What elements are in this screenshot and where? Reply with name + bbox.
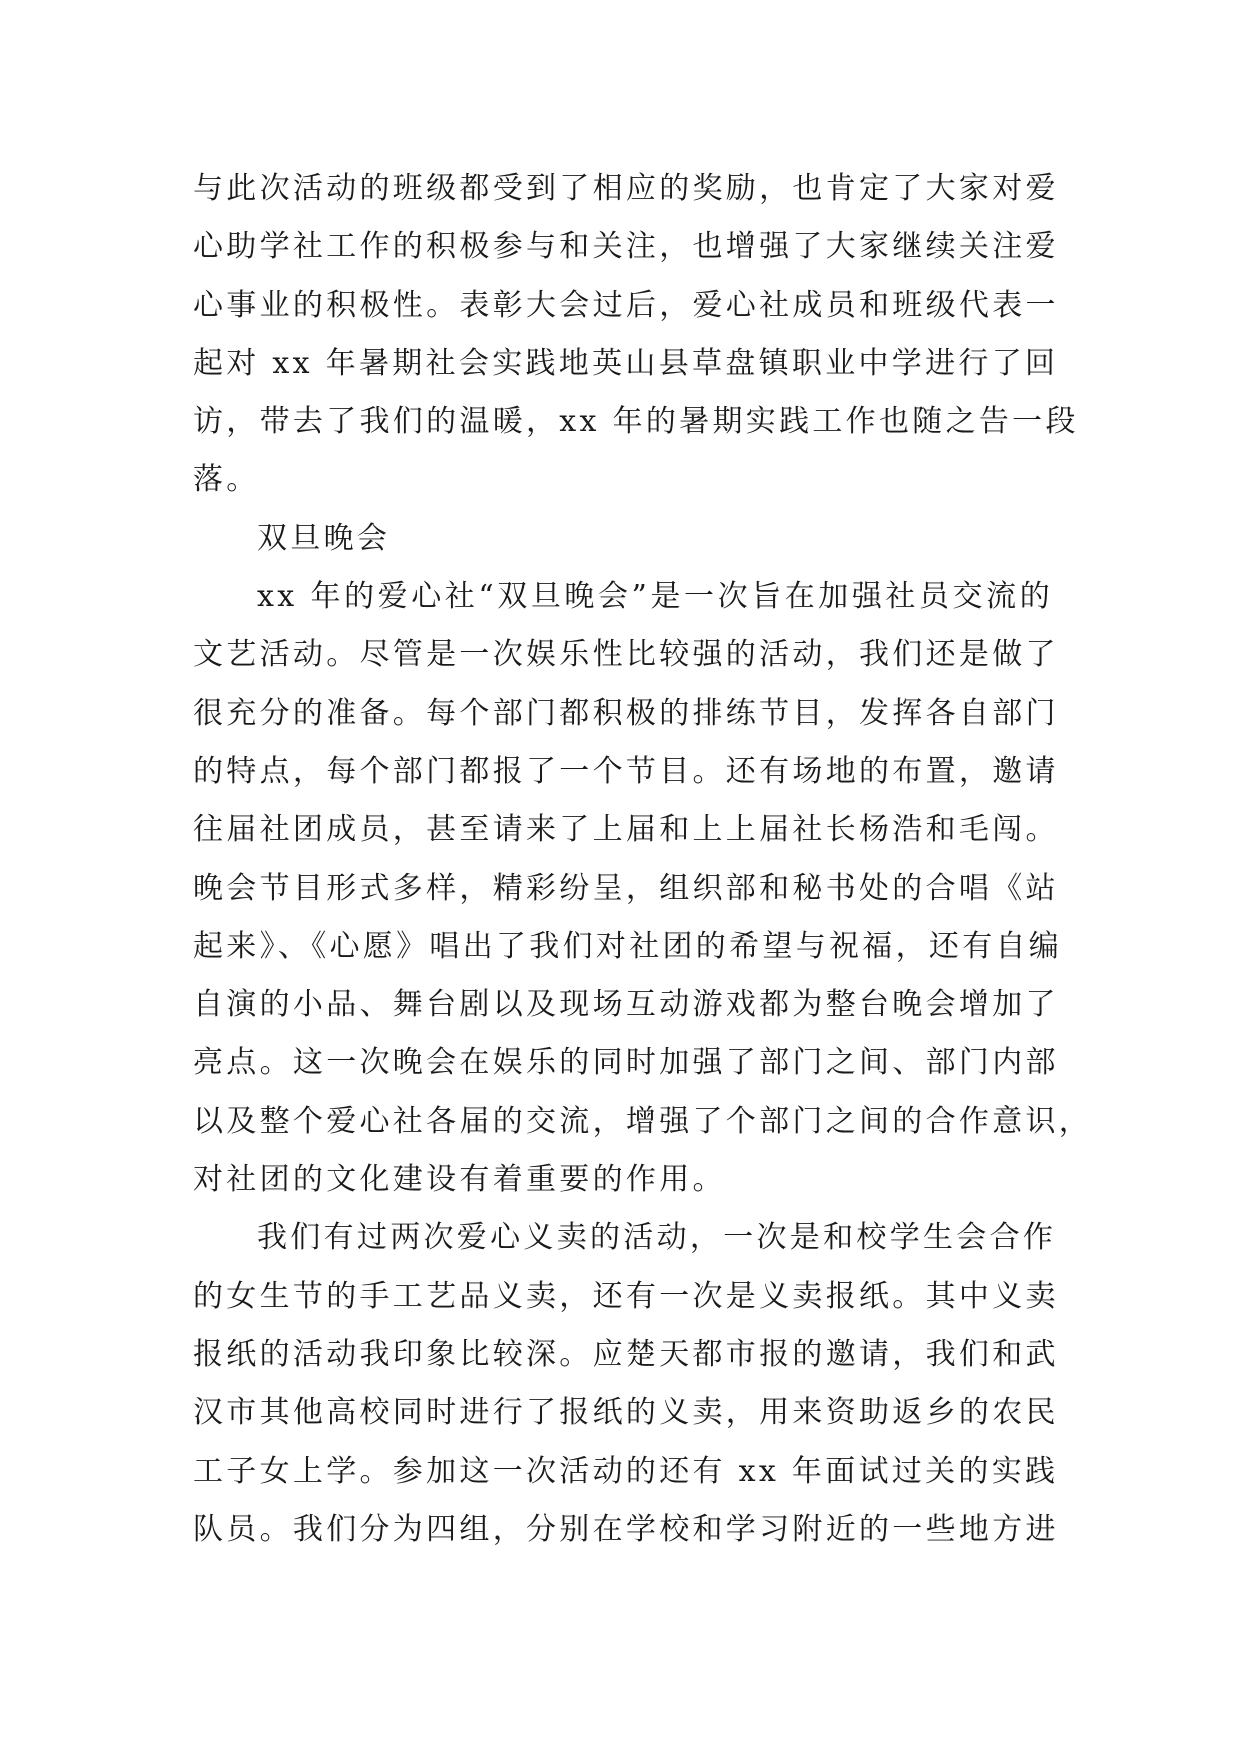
text-line: 亮点。这一次晚会在娱乐的同时加强了部门之间、部门内部 <box>193 1045 1059 1081</box>
text-line: 自演的小品、舞台剧以及现场互动游戏都为整台晚会增加了 <box>193 987 1059 1023</box>
text-line: 落。 <box>193 462 260 498</box>
text-line: 起来》、《心愿》唱出了我们对社团的希望与祝福，还有自编 <box>193 928 1063 964</box>
text-line: 起对 xx 年暑期社会实践地英山县草盘镇职业中学进行了回 <box>193 345 1059 381</box>
text-line: 队员。我们分为四组，分别在学校和学习附近的一些地方进 <box>193 1511 1059 1547</box>
text-line: 的特点，每个部门都报了一个节目。还有场地的布置，邀请 <box>193 753 1059 789</box>
text-line: 往届社团成员，甚至请来了上届和上上届社长杨浩和毛闯。 <box>193 812 1059 848</box>
text-line: 文艺活动。尽管是一次娱乐性比较强的活动，我们还是做了 <box>193 637 1059 673</box>
text-line: 心助学社工作的积极参与和关注，也增强了大家继续关注爱 <box>193 229 1059 265</box>
text-line: 心事业的积极性。表彰大会过后，爱心社成员和班级代表一 <box>193 287 1059 323</box>
text-line: 报纸的活动我印象比较深。应楚天都市报的邀请，我们和武 <box>193 1336 1059 1372</box>
text-line: 晚会节目形式多样，精彩纷呈，组织部和秘书处的合唱《站 <box>193 870 1059 906</box>
section-heading: 双旦晚会 <box>257 520 391 556</box>
body-text <box>193 160 1093 1559</box>
text-line: xx 年的爱心社“双旦晚会”是一次旨在加强社员交流的 <box>257 579 1053 615</box>
text-line: 汉市其他高校同时进行了报纸的义卖，用来资助返乡的农民 <box>193 1395 1059 1431</box>
text-line: 以及整个爱心社各届的交流，增强了个部门之间的合作意识， <box>193 1103 1093 1139</box>
text-line: 我们有过两次爱心义卖的活动，一次是和校学生会合作 <box>257 1220 1057 1256</box>
text-line: 对社团的文化建设有着重要的作用。 <box>193 1162 726 1198</box>
text-line: 的女生节的手工艺品义卖，还有一次是义卖报纸。其中义卖 <box>193 1278 1059 1314</box>
text-line: 工子女上学。参加这一次活动的还有 xx 年面试过关的实践 <box>193 1453 1059 1489</box>
text-line: 很充分的准备。每个部门都积极的排练节目，发挥各自部门 <box>193 695 1059 731</box>
text-line: 与此次活动的班级都受到了相应的奖励，也肯定了大家对爱 <box>193 171 1059 206</box>
text-line: 访，带去了我们的温暖，xx 年的暑期实践工作也随之告一段 <box>193 404 1079 440</box>
